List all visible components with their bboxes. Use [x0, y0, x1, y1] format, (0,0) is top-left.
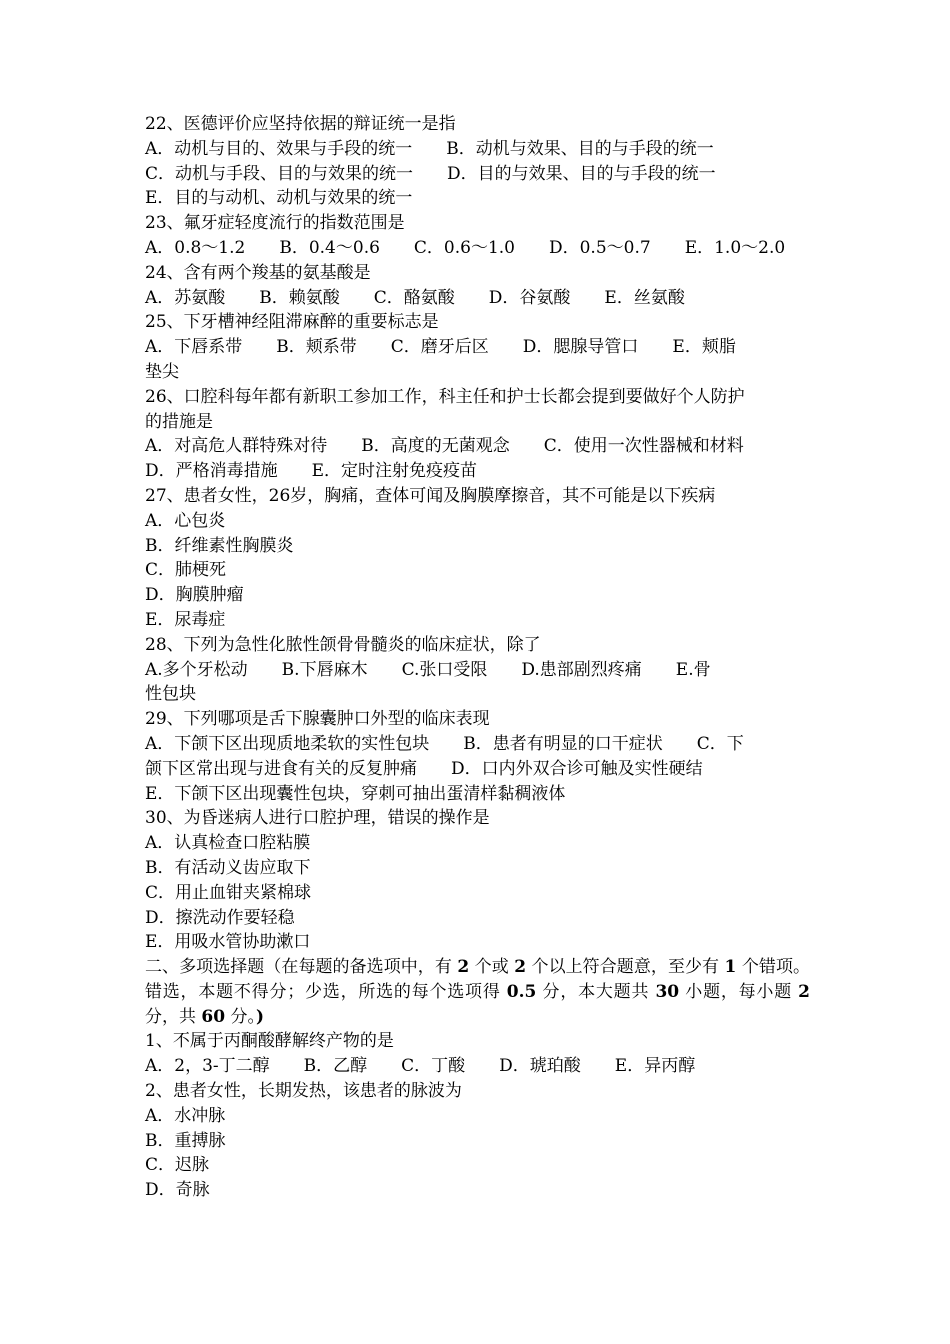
section-number: 2 [514, 957, 527, 978]
section-text: 个以上符合题意，至少有 [526, 957, 725, 978]
text-line: D．擦洗动作要轻稳 [145, 907, 295, 928]
section-text: 分，共 [145, 1006, 202, 1027]
text-line: 22、医德评价应坚持依据的辩证统一是指 [145, 114, 456, 134]
text-line: C．用止血钳夹紧棉球 [145, 882, 312, 903]
text-line: B．有活动义齿应取下 [145, 857, 311, 878]
document-page [145, 112, 810, 1203]
text-line: C．迟脉 [145, 1155, 210, 1176]
text-line: E．用吸水管协助漱口 [145, 932, 311, 953]
text-line: D．胸膜肿瘤 [145, 585, 244, 606]
text-line: A．心包炎 [145, 510, 226, 531]
text-line: 性包块 [145, 684, 196, 705]
text-line: 26、口腔科每年都有新职工参加工作，科主任和护士长都会提到要做好个人防护 [145, 386, 745, 407]
section-heading-multiple-choice [145, 955, 810, 1029]
text-line: 29、下列哪项是舌下腺囊肿口外型的临床表现 [145, 709, 490, 730]
text-line: A．水冲脉 [145, 1105, 226, 1126]
text-line: A．0.8～1.2 B．0.4～0.6 C．0.6～1.0 D．0.5～0.7 E．1.0～2.0 [145, 237, 786, 258]
section-number: 2 [798, 981, 811, 1002]
text-line: 24、含有两个羧基的氨基酸是 [145, 262, 371, 283]
text-line: A.多个牙松动 B.下唇麻木 C.张口受限 D.患部剧烈疼痛 E.骨 [145, 659, 711, 680]
section-text: 二、多项选择题（在每题的备选项中，有 [145, 957, 458, 978]
section-text: 个错项。错选，本题不得分；少选，所选的每个选项得 [145, 957, 810, 1002]
section-text: 个或 [469, 957, 515, 978]
section-number: 60 [201, 1006, 226, 1027]
text-line: 的措施是 [145, 411, 213, 432]
text-line: A．动机与目的、效果与手段的统一 B．动机与效果、目的与手段的统一 [145, 138, 714, 159]
section-number: 0.5 [506, 981, 537, 1002]
section-number: ) [255, 1006, 265, 1027]
text-line: 垫尖 [145, 361, 179, 382]
text-line: E．目的与动机、动机与效果的统一 [145, 188, 413, 209]
text-line: B．重搏脉 [145, 1130, 226, 1151]
section-text: 小题，每小题 [679, 981, 799, 1002]
text-line: A．苏氨酸 B．赖氨酸 C．酪氨酸 D．谷氨酸 E．丝氨酸 [145, 287, 685, 308]
text-line: 1、不属于丙酮酸酵解终产物的是 [145, 1031, 394, 1052]
text-line: A．下颌下区出现质地柔软的实性包块 B．患者有明显的口干症状 C．下 [145, 733, 744, 754]
question-block-single-choice [145, 112, 810, 955]
text-line: A．2，3-丁二醇 B．乙醇 C．丁酸 D．琥珀酸 E．异丙醇 [145, 1056, 696, 1077]
text-line: 25、下牙槽神经阻滞麻醉的重要标志是 [145, 312, 439, 333]
section-number: 2 [457, 957, 470, 978]
text-line: A．认真检查口腔粘膜 [145, 833, 311, 854]
section-number: 30 [655, 981, 680, 1002]
text-line: D．奇脉 [145, 1180, 210, 1201]
text-line: 2、患者女性，长期发热，该患者的脉波为 [145, 1081, 462, 1102]
text-line: 28、下列为急性化脓性颌骨骨髓炎的临床症状，除了 [145, 634, 541, 655]
text-line: A．下唇系带 B．颊系带 C．磨牙后区 D．腮腺导管口 E．颊脂 [145, 337, 736, 358]
text-line: C．动机与手段、目的与效果的统一 D．目的与效果、目的与手段的统一 [145, 163, 716, 184]
section-number: 1 [724, 957, 737, 978]
text-line: D．严格消毒措施 E．定时注射免疫疫苗 [145, 461, 478, 482]
text-line: E．尿毒症 [145, 609, 226, 630]
question-block-multiple-choice [145, 1029, 810, 1203]
text-line: 27、患者女性，26岁，胸痛，查体可闻及胸膜摩擦音，其不可能是以下疾病 [145, 485, 716, 506]
text-line: C．肺梗死 [145, 560, 227, 581]
text-line: E．下颌下区出现囊性包块，穿刺可抽出蛋清样黏稠液体 [145, 783, 566, 804]
text-line: 颌下区常出现与进食有关的反复肿痛 D．口内外双合诊可触及实性硬结 [145, 758, 703, 779]
text-line: 30、为昏迷病人进行口腔护理，错误的操作是 [145, 808, 490, 829]
section-text: 分。 [225, 1006, 256, 1027]
text-line: A．对高危人群特殊对待 B．高度的无菌观念 C．使用一次性器械和材料 [145, 436, 744, 457]
text-line: B．纤维素性胸膜炎 [145, 535, 294, 556]
section-text: 分，本大题共 [536, 981, 656, 1002]
text-line: 23、氟牙症轻度流行的指数范围是 [145, 213, 405, 234]
